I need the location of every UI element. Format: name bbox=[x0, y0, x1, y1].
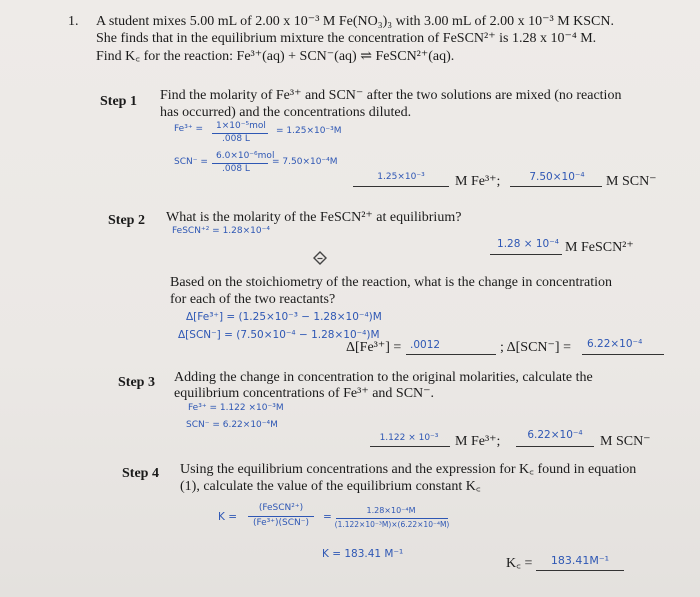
stoich-line-1: Based on the stoichiometry of the reaction, what is the change in concentration bbox=[170, 275, 613, 290]
delta-fe-label: Δ[Fe³⁺] = bbox=[346, 340, 402, 355]
step-4-k-fraction-bar bbox=[248, 516, 314, 517]
step-2-answer-unit: M FeSCN²⁺ bbox=[565, 240, 634, 255]
delta-scn-value: 6.22×10⁻⁴ bbox=[587, 338, 643, 350]
step-3-answer-scn-unit: M SCN⁻ bbox=[600, 434, 651, 449]
step-1-answer-fe: 1.25×10⁻³ bbox=[377, 172, 425, 182]
step-3-answer-scn-line bbox=[516, 446, 594, 447]
step-4-sub-fraction-bar bbox=[336, 518, 448, 519]
step-3-answer-fe-unit: M Fe³⁺; bbox=[455, 434, 501, 449]
step-4-k-label: K = bbox=[218, 511, 238, 523]
problem-line-3: Find K꜀ for the reaction: Fe³⁺(aq) + SCN⁻(aq) ⇌ FeSCN²⁺(aq). bbox=[96, 49, 455, 64]
step-4-line-1: Using the equilibrium concentrations and the expression for K꜀ found in equation bbox=[180, 462, 637, 477]
work-delta-fe: Δ[Fe³⁺] = (1.25×10⁻³ − 1.28×10⁻⁴)M bbox=[186, 311, 382, 323]
step-4-sub-numerator: 1.28×10⁻⁴M bbox=[366, 506, 416, 515]
work-fe-label: Fe³⁺ = bbox=[174, 124, 203, 134]
work-scn-result: = 7.50×10⁻⁴M bbox=[272, 157, 338, 167]
step-1-answer-fe-line bbox=[353, 186, 449, 187]
step-1-line-2: has occurred) and the concentrations diluted. bbox=[160, 105, 412, 120]
step-4-k-result: K = 183.41 M⁻¹ bbox=[322, 548, 404, 560]
step-4-line-2: (1), calculate the value of the equilibrium constant K꜀ bbox=[180, 479, 481, 494]
step-1-answer-scn-unit: M SCN⁻ bbox=[606, 174, 657, 189]
step-3-line-2: equilibrium concentrations of Fe³⁺ and SCN⁻. bbox=[174, 386, 435, 401]
work-fe-result: = 1.25×10⁻³M bbox=[276, 126, 342, 136]
step-1-answer-scn-line bbox=[510, 186, 602, 187]
step-3-answer-fe-line bbox=[370, 446, 450, 447]
step-3-answer-scn: 6.22×10⁻⁴ bbox=[527, 429, 583, 441]
cursor-pointer-icon bbox=[313, 251, 327, 265]
step-3-line-1: Adding the change in concentration to the original molarities, calculate the bbox=[174, 370, 593, 385]
step-2-work: FeSCN⁺² = 1.28×10⁻⁴ bbox=[172, 226, 270, 236]
step-4-answer-label: K꜀ = bbox=[506, 556, 533, 571]
work-fe-numerator: 1×10⁻⁵mol bbox=[216, 121, 266, 131]
step-1-answer-fe-unit: M Fe³⁺; bbox=[455, 174, 501, 189]
delta-scn-line bbox=[582, 354, 664, 355]
step-1-answer-fe-blank bbox=[353, 172, 449, 182]
work-scn-denominator: .008 L bbox=[222, 164, 250, 174]
delta-scn-label: ; Δ[SCN⁻] = bbox=[500, 340, 571, 355]
step-4-answer: 183.41M⁻¹ bbox=[550, 554, 610, 567]
step-3-label: Step 3 bbox=[118, 375, 155, 390]
step-2-label: Step 2 bbox=[108, 213, 145, 228]
step-1-label: Step 1 bbox=[100, 94, 137, 109]
step-1-line-1: Find the molarity of Fe³⁺ and SCN⁻ after the two solutions are mixed (no reaction bbox=[160, 88, 622, 103]
step-3-work-fe: Fe³⁺ = 1.122 ×10⁻³M bbox=[188, 403, 284, 413]
work-scn-label: SCN⁻ = bbox=[174, 157, 208, 167]
step-1-answer-scn: 7.50×10⁻⁴ bbox=[529, 171, 585, 183]
step-4-k-denominator: (Fe³⁺)(SCN⁻) bbox=[252, 518, 310, 528]
work-delta-scn: Δ[SCN⁻] = (7.50×10⁻⁴ − 1.28×10⁻⁴)M bbox=[178, 329, 380, 341]
problem-number: 1. bbox=[68, 14, 79, 29]
step-3-answer-fe: 1.122 × 10⁻³ bbox=[379, 433, 439, 443]
step-4-answer-line bbox=[536, 570, 624, 571]
step-4-label: Step 4 bbox=[122, 466, 159, 481]
delta-fe-value: .0012 bbox=[410, 339, 441, 351]
work-scn-numerator: 6.0×10⁻⁶mol bbox=[216, 151, 275, 161]
step-4-sub-denominator: (1.122×10⁻³M)×(6.22×10⁻⁴M) bbox=[334, 520, 450, 529]
stoich-line-2: for each of the two reactants? bbox=[170, 292, 336, 307]
step-2-answer-line bbox=[490, 254, 562, 255]
step-4-equals-sign: = bbox=[323, 511, 332, 523]
step-3-work-scn: SCN⁻ = 6.22×10⁻⁴M bbox=[186, 420, 278, 430]
step-2-answer: 1.28 × 10⁻⁴ bbox=[497, 238, 559, 250]
problem-line-2: She finds that in the equilibrium mixture the concentration of FeSCN²⁺ is 1.28 x 10⁻⁴ M. bbox=[96, 31, 597, 46]
work-fe-denominator: .008 L bbox=[222, 134, 250, 144]
delta-fe-line bbox=[406, 354, 496, 355]
step-4-k-numerator: (FeSCN²⁺) bbox=[258, 503, 304, 513]
step-2-question: What is the molarity of the FeSCN²⁺ at equilibrium? bbox=[166, 210, 462, 225]
problem-line-1: A student mixes 5.00 mL of 2.00 x 10⁻³ M Fe(NO₃)₃ with 3.00 mL of 2.00 x 10⁻³ M KSCN. bbox=[96, 14, 614, 29]
